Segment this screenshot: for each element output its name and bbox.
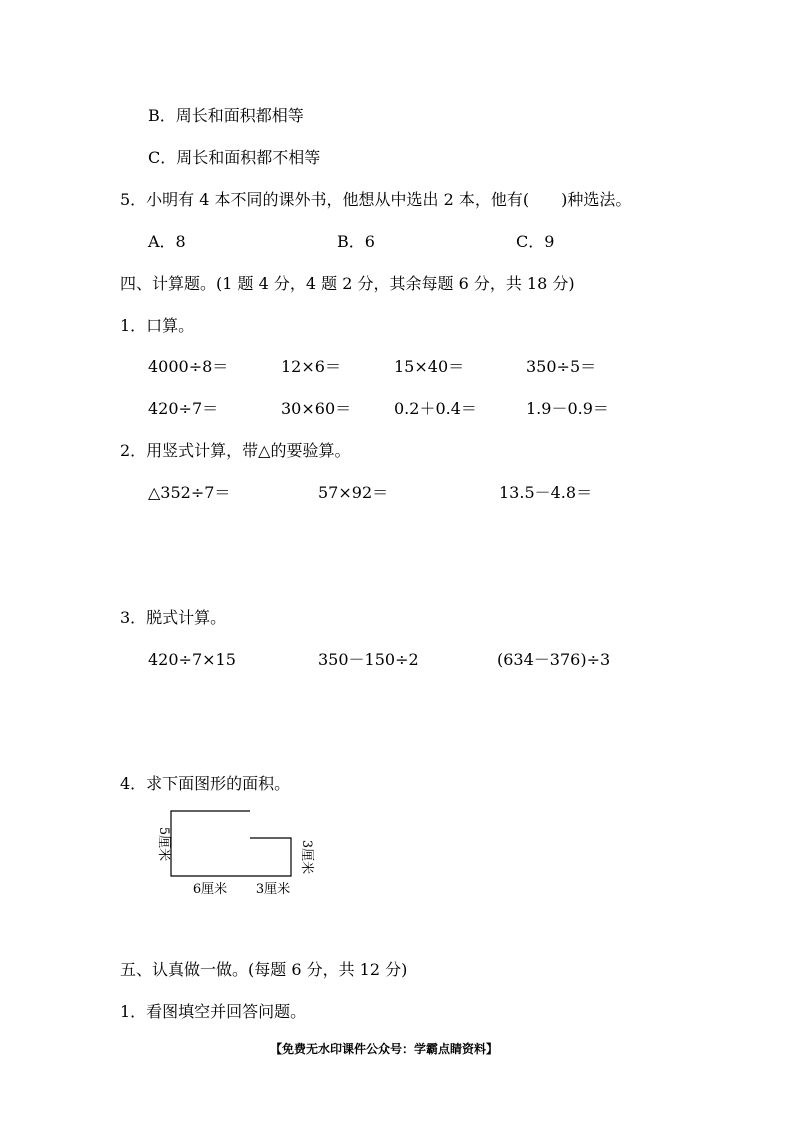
- q5-option-c: C．9: [516, 232, 555, 251]
- stepwise-calc-item: (634－376)÷3: [497, 650, 611, 669]
- footer-note: 【免费无水印课件公众号：学霸点睛资料】: [270, 1042, 499, 1056]
- oral-calc-item: 4000÷8＝: [148, 357, 229, 376]
- vertical-calc-item: 13.5－4.8＝: [499, 483, 593, 502]
- right-side-label: 3厘米: [299, 839, 314, 875]
- vertical-calc-item: △352÷7＝: [148, 483, 231, 502]
- q5-option-b: B．6: [337, 232, 375, 251]
- q5-option-a: A．8: [148, 232, 186, 251]
- oral-calc-item: 350÷5＝: [526, 357, 597, 376]
- section-4-title: 四、计算题。(1 题 4 分，4 题 2 分，其余每题 6 分，共 18 分): [120, 274, 575, 293]
- section-4-q4: 4．求下面图形的面积。: [120, 774, 291, 793]
- bottom-right-label: 3厘米: [255, 882, 291, 897]
- oral-calc-item: 30×60＝: [281, 399, 352, 418]
- vertical-calc-item: 57×92＝: [318, 483, 389, 502]
- oral-calc-item: 15×40＝: [394, 357, 465, 376]
- l-shape-outline: [171, 811, 291, 876]
- stepwise-calc-item: 350－150÷2: [318, 650, 419, 669]
- l-shape-figure: [140, 806, 330, 898]
- oral-calc-item: 12×6＝: [281, 357, 341, 376]
- option-c-q4: C．周长和面积都不相等: [148, 148, 321, 167]
- oral-calc-item: 1.9－0.9＝: [526, 399, 609, 418]
- option-b-q4: B．周长和面积都相等: [148, 106, 304, 125]
- section-4-q1: 1．口算。: [120, 316, 195, 335]
- left-side-label: 5厘米: [156, 826, 171, 862]
- section-5-q1: 1．看图填空并回答问题。: [120, 1002, 307, 1021]
- section-4-q3: 3．脱式计算。: [120, 608, 227, 627]
- oral-calc-item: 0.2＋0.4＝: [394, 399, 477, 418]
- bottom-left-label: 6厘米: [192, 882, 228, 897]
- question-5: 5．小明有 4 本不同的课外书，他想从中选出 2 本，他有( )种选法。: [120, 190, 632, 209]
- section-4-q2: 2．用竖式计算，带△的要验算。: [120, 441, 351, 460]
- section-5-title: 五、认真做一做。(每题 6 分，共 12 分): [120, 960, 408, 979]
- stepwise-calc-item: 420÷7×15: [148, 650, 236, 669]
- oral-calc-item: 420÷7＝: [148, 399, 219, 418]
